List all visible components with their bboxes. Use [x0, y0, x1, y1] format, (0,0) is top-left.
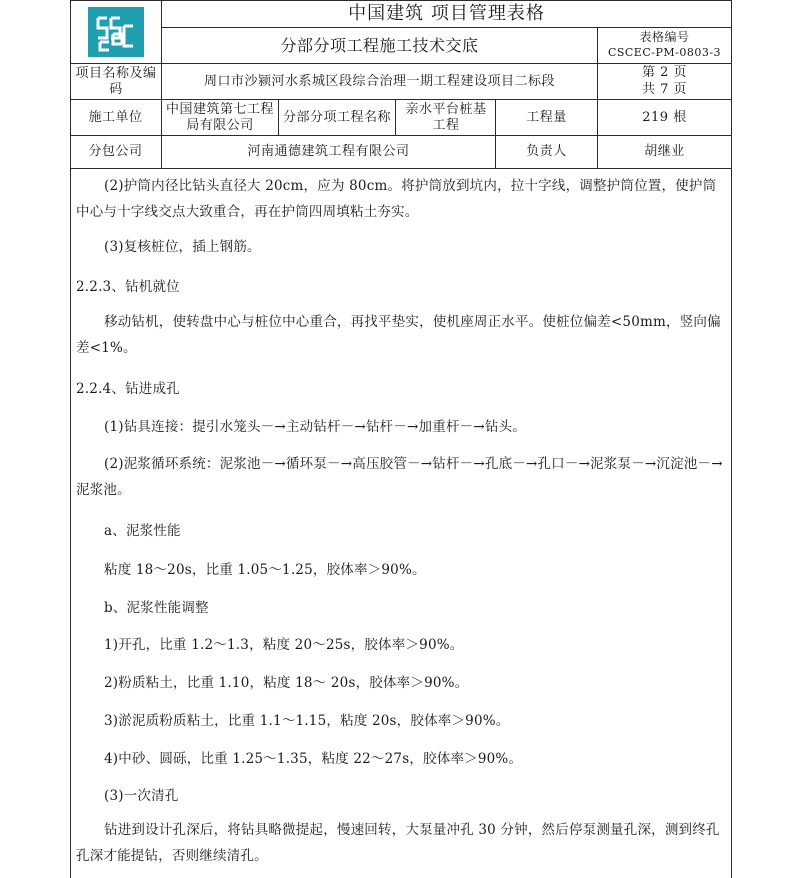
manager-label: 负责人	[526, 144, 567, 159]
paragraph-mud-values: 粘度 18～20s，比重 1.05～1.25，胶体率＞90%。	[104, 562, 426, 578]
header-table	[70, 0, 732, 169]
project-label: 项目名称及编码	[75, 65, 157, 97]
subheading-first-cleaning: (3)一次清孔	[104, 788, 179, 804]
project-name: 周口市沙颍河水系城区段综合治理一期工程建设项目二标段	[203, 73, 555, 89]
list-item-silty-clay: 2)粉质粘土，比重 1.10，粘度 18～ 20s，胶体率＞90%。	[104, 675, 469, 691]
subcontractor-name: 河南通德建筑工程有限公司	[247, 144, 410, 159]
paragraph-mud-circulation: (2)泥浆循环系统：泥浆池－→循环泵－→高压胶管－→钻杆－→孔底－→孔口－→泥浆泵－→沉淀池－→泥浆池。	[76, 456, 723, 498]
list-item-muddy-silty-clay: 3)淤泥质粉质粘土，比重 1.1～1.15，粘度 20s，胶体率＞90%。	[104, 713, 510, 729]
frame-left-border	[70, 169, 71, 878]
quantity-value: 219 根	[642, 109, 687, 125]
paragraph-rig-positioning: 移动钻机，使转盘中心与桩位中心重合，再找平垫实，使机座周正水平。使桩位偏差<50mm，竖向偏差<1%。	[76, 314, 721, 356]
unit-label: 施工单位	[88, 109, 143, 125]
quantity-label: 工程量	[526, 109, 567, 125]
section-heading-2-2-4: 2.2.4、钻进成孔	[76, 381, 180, 397]
page-total: 共 7 页	[641, 82, 688, 97]
page-current: 第 2 页	[641, 65, 688, 80]
cscec-logo-icon	[93, 12, 139, 52]
paragraph-drill-connection: (1)钻具连接：提引水笼头－→主动钻杆－→钻杆－→加重杆－→钻头。	[104, 419, 526, 435]
cscec-logo	[88, 7, 144, 57]
subcontractor-label: 分包公司	[88, 144, 143, 159]
sub-project-label: 分部分项工程名称	[282, 109, 391, 125]
subheading-mud-properties: a、泥浆性能	[104, 523, 181, 539]
manager-name: 胡继业	[644, 144, 685, 159]
form-no: CSCEC-PM-0803-3	[607, 46, 722, 59]
frame-right-border	[731, 169, 732, 878]
list-item-medium-sand: 4)中砂、圆砾，比重 1.25～1.35，粘度 22～27s，胶体率＞90%。	[104, 751, 523, 767]
paragraph-recheck-pile: (3)复核桩位，插上钢筋。	[104, 239, 261, 255]
org-title: 中国建筑 项目管理表格	[348, 2, 545, 24]
subheading-mud-adjustment: b、泥浆性能调整	[104, 600, 209, 616]
form-no-label: 表格编号	[639, 29, 690, 44]
section-heading-2-2-3: 2.2.3、钻机就位	[76, 279, 180, 295]
sub-project-name: 亲水平台桩基工程	[405, 101, 487, 133]
unit-name: 中国建筑第七工程局有限公司	[166, 101, 275, 133]
doc-title: 分部分项工程施工技术交底	[280, 35, 479, 55]
list-item-open-hole: 1)开孔，比重 1.2～1.3，粘度 20～25s，胶体率＞90%。	[104, 637, 464, 653]
paragraph-casing-diameter: (2)护筒内径比钻头直径大 20cm，应为 80cm。将护筒放到坑内，拉十字线，调整护筒位置，使护筒中心与十字线交点大致重合，再在护筒四周填粘土夯实。	[76, 178, 717, 220]
paragraph-hole-cleaning: 钻进到设计孔深后，将钻具略微提起，慢速回转，大泵量冲孔 30 分钟，然后停泵测量孔深，测到终孔孔深才能提钻，否则继续清孔。	[76, 822, 720, 864]
